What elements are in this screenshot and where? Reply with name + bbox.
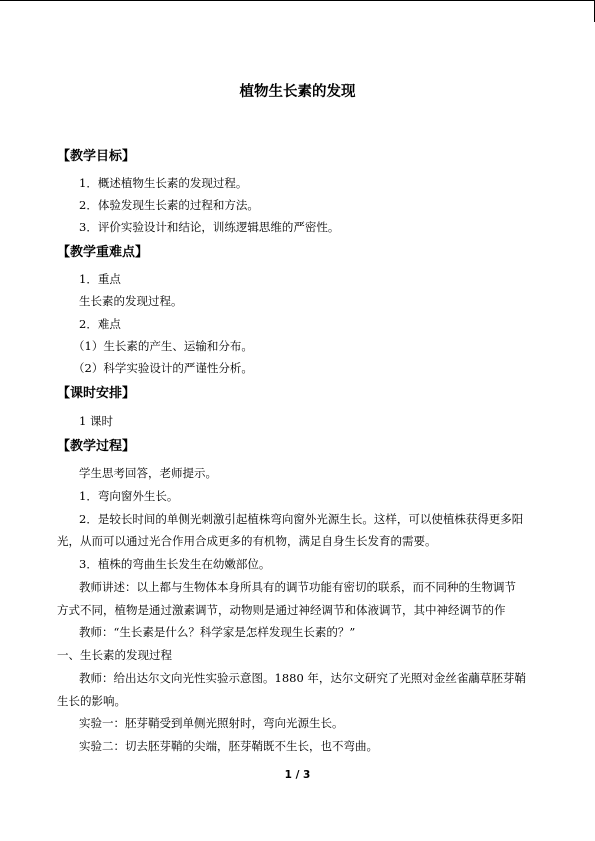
process-line: 教师讲述：以上都与生物体本身所具有的调节功能有密切的联系，而不同种的生物调节 <box>79 580 516 594</box>
section-heading-process: 【教学过程】 <box>57 439 136 454</box>
process-line: 2．是较长时间的单侧光刺激引起植株弯向窗外光源生长。这样，可以使植株获得更多阳 <box>79 512 524 526</box>
schedule-line: 1 课时 <box>79 414 113 428</box>
key-point-line: 2．难点 <box>79 317 121 331</box>
process-line: 教师：“生长素是什么？科学家是怎样发现生长素的？” <box>79 625 356 639</box>
page-top-border <box>0 0 595 1</box>
section-heading-goals: 【教学目标】 <box>57 149 136 164</box>
process-line: 光，从而可以通过光合作用合成更多的有机物，满足自身生长发育的需要。 <box>57 534 437 548</box>
key-point-line: （2）科学实验设计的严谨性分析。 <box>73 361 253 375</box>
process-line: 生长的影响。 <box>57 694 126 708</box>
key-point-line: 生长素的发现过程。 <box>79 294 183 308</box>
section-heading-key-points: 【教学重难点】 <box>57 245 149 260</box>
process-line: 一、生长素的发现过程 <box>57 648 172 662</box>
page-number: 1 / 3 <box>284 769 311 781</box>
section-heading-schedule: 【课时安排】 <box>57 386 136 401</box>
process-line: 实验二：切去胚芽鞘的尖端，胚芽鞘既不生长，也不弯曲。 <box>79 739 378 753</box>
process-line: 教师：给出达尔文向光性实验示意图。1880 年，达尔文研究了光照对金丝雀虉草胚芽鞘 <box>79 671 526 685</box>
process-line: 实验一：胚芽鞘受到单侧光照射时，弯向光源生长。 <box>79 716 344 730</box>
goal-item: 1．概述植物生长素的发现过程。 <box>79 176 248 190</box>
process-line: 3．植株的弯曲生长发生在幼嫩部位。 <box>79 557 271 571</box>
key-point-line: 1．重点 <box>79 272 121 286</box>
document-title: 植物生长素的发现 <box>239 84 356 100</box>
process-line: 1．弯向窗外生长。 <box>79 489 179 503</box>
process-line: 学生思考回答，老师提示。 <box>79 466 217 480</box>
key-point-line: （1）生长素的产生、运输和分布。 <box>73 339 253 353</box>
process-line: 方式不同，植物是通过激素调节，动物则是通过神经调节和体液调节，其中神经调节的作 <box>57 603 506 617</box>
goal-item: 2．体验发现生长素的过程和方法。 <box>79 198 259 212</box>
goal-item: 3．评价实验设计和结论，训练逻辑思维的严密性。 <box>79 220 340 234</box>
